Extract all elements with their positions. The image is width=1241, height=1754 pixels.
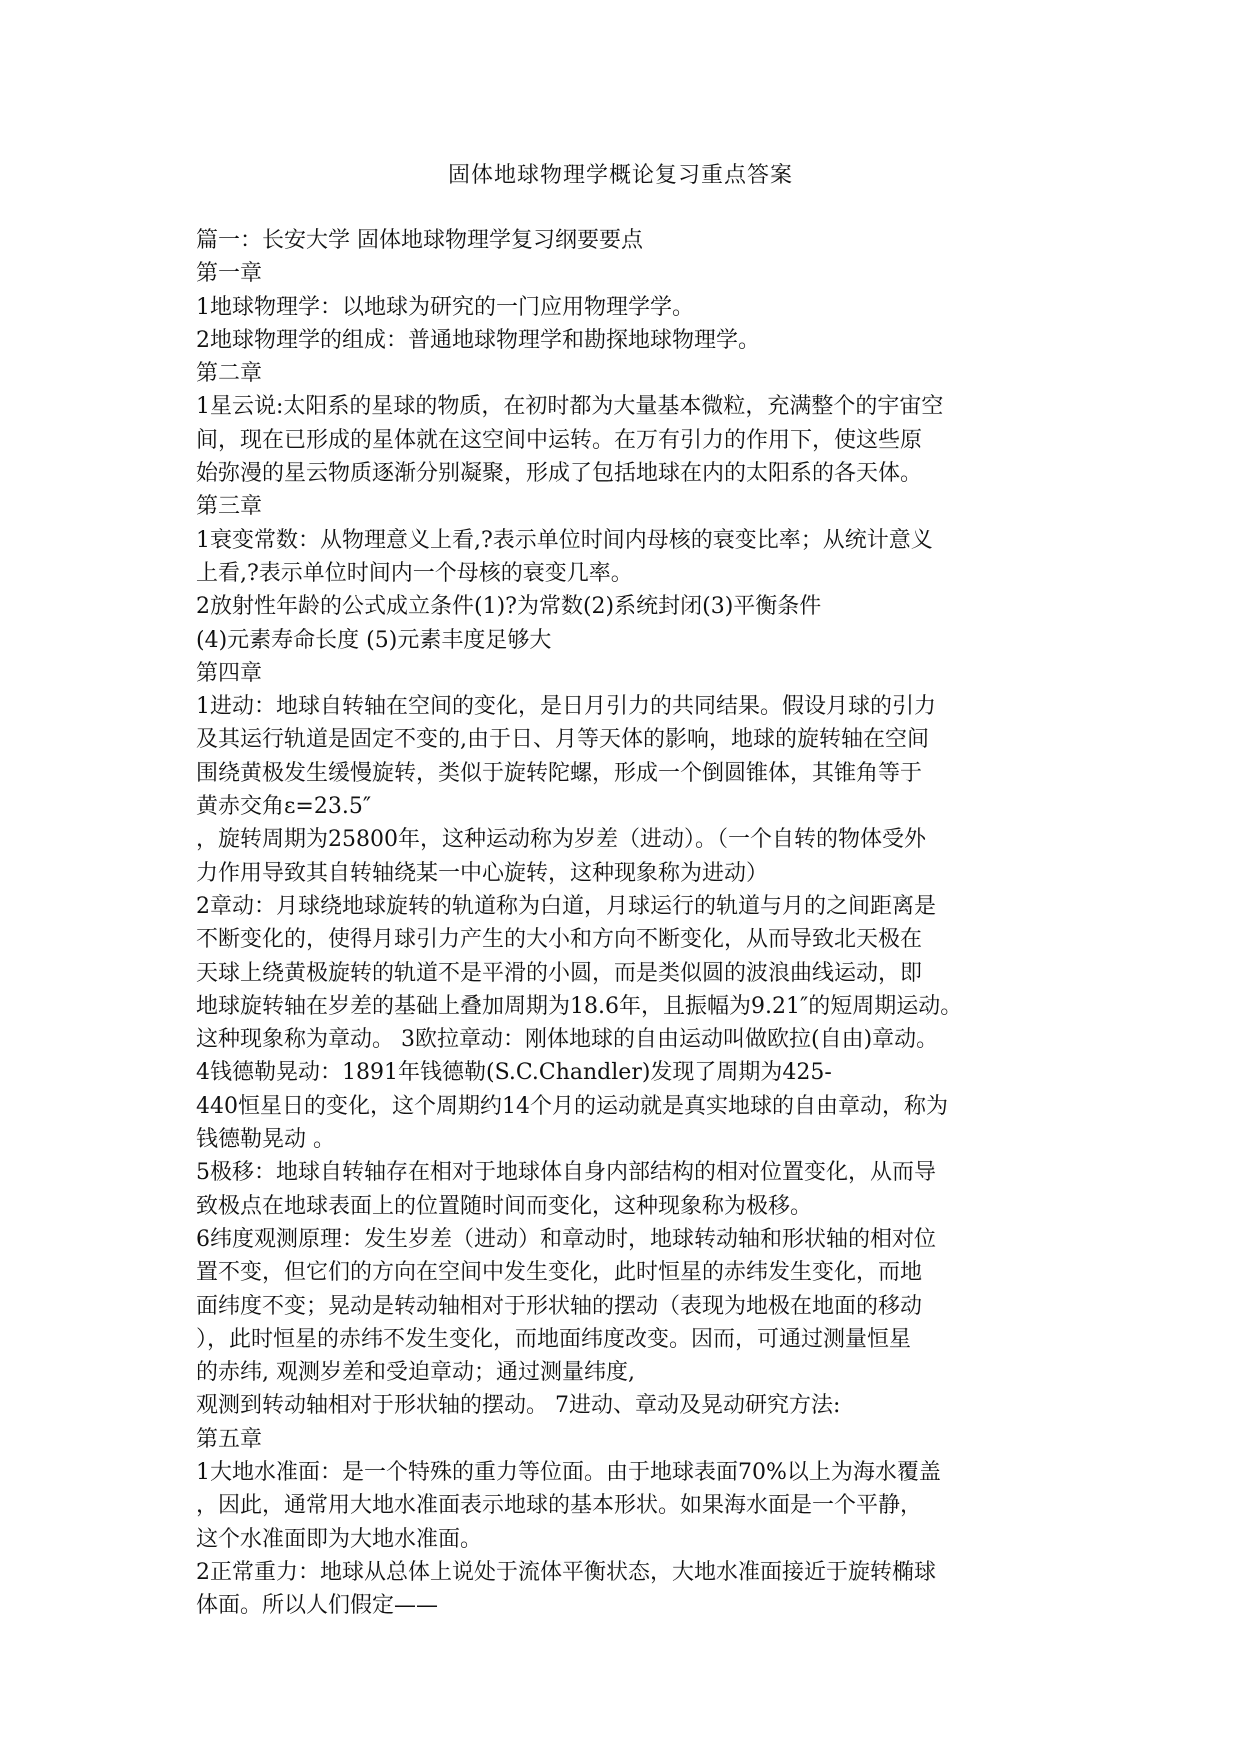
text-line: 黄赤交角ε=23.5″ (196, 794, 372, 820)
text-line: 1进动：地球自转轴在空间的变化，是日月引力的共同结果。假设月球的引力 (196, 694, 936, 720)
text-line: 第三章 (196, 494, 263, 520)
text-line: 钱德勒晃动 。 (196, 1127, 335, 1153)
text-line: 体面。所以人们假定—— (196, 1593, 439, 1619)
text-line: ，旋转周期为25800年，这种运动称为岁差（进动）。（一个自转的物体受外 (196, 827, 926, 853)
text-line: 1衰变常数：从物理意义上看,?表示单位时间内母核的衰变比率；从统计意义 (196, 527, 933, 553)
text-line: 第一章 (196, 261, 263, 287)
text-line: 致极点在地球表面上的位置随时间而变化，这种现象称为极移。 (196, 1193, 813, 1219)
text-line: 置不变，但它们的方向在空间中发生变化，此时恒星的赤纬发生变化，而地 (196, 1260, 923, 1286)
text-line: 5极移：地球自转轴存在相对于地球体自身内部结构的相对位置变化，从而导 (196, 1160, 936, 1186)
text-line: 天球上绕黄极旋转的轨道不是平滑的小圆，而是类似圆的波浪曲线运动，即 (196, 960, 923, 986)
text-line: 1星云说:太阳系的星球的物质，在初时都为大量基本微粒，充满整个的宇宙空 (196, 394, 944, 420)
text-line: 1地球物理学：以地球为研究的一门应用物理学学。 (196, 294, 694, 320)
document-body (196, 224, 1056, 1622)
text-line: 第二章 (196, 361, 263, 387)
text-line: 上看,?表示单位时间内一个母核的衰变几率。 (196, 560, 633, 586)
text-line: 篇一：长安大学 固体地球物理学复习纲要要点 (196, 228, 643, 253)
text-line: 6纬度观测原理：发生岁差（进动）和章动时，地球转动轴和形状轴的相对位 (196, 1226, 936, 1252)
text-line: 440恒星日的变化，这个周期约14个月的运动就是真实地球的自由章动，称为 (196, 1093, 948, 1119)
text-line: 1大地水准面：是一个特殊的重力等位面。由于地球表面70%以上为海水覆盖 (196, 1459, 941, 1485)
document-title: 固体地球物理学概论复习重点答案 (447, 163, 793, 188)
text-line: 2地球物理学的组成：普通地球物理学和勘探地球物理学。 (196, 327, 760, 353)
text-line: ），此时恒星的赤纬不发生变化，而地面纬度改变。因而，可通过测量恒星 (196, 1326, 912, 1352)
text-line: 始弥漫的星云物质逐渐分别凝聚，形成了包括地球在内的太阳系的各天体。 (196, 461, 923, 487)
text-line: ，因此，通常用大地水准面表示地球的基本形状。如果海水面是一个平静， (196, 1493, 923, 1519)
text-line: 第五章 (196, 1426, 263, 1452)
text-line: 第四章 (196, 660, 263, 686)
text-line: 地球旋转轴在岁差的基础上叠加周期为18.6年，且振幅为9.21″的短周期运动。 (196, 993, 963, 1019)
text-line: 这个水准面即为大地水准面。 (196, 1526, 483, 1552)
text-line: 的赤纬, 观测岁差和受迫章动；通过测量纬度, (196, 1360, 635, 1386)
text-line: 2放射性年龄的公式成立条件(1)?为常数(2)系统封闭(3)平衡条件 (196, 594, 822, 620)
text-line: 围绕黄极发生缓慢旋转，类似于旋转陀螺，形成一个倒圆锥体，其锥角等于 (196, 760, 923, 786)
text-line: 4钱德勒晃动：1891年钱德勒(S.C.Chandler)发现了周期为425- (196, 1060, 832, 1086)
text-line: 2章动：月球绕地球旋转的轨道称为白道，月球运行的轨道与月的之间距离是 (196, 893, 936, 919)
text-line: 间，现在已形成的星体就在这空间中运转。在万有引力的作用下，使这些原 (196, 427, 923, 453)
text-line: 这种现象称为章动。 3欧拉章动：刚体地球的自由运动叫做欧拉(自由)章动。 (196, 1027, 939, 1053)
text-line: 面纬度不变；晃动是转动轴相对于形状轴的摆动（表现为地极在地面的移动 (196, 1293, 923, 1319)
text-line: 及其运行轨道是固定不变的,由于日、月等天体的影响，地球的旋转轴在空间 (196, 727, 929, 753)
text-line: 2正常重力：地球从总体上说处于流体平衡状态，大地水准面接近于旋转椭球 (196, 1559, 936, 1585)
text-line: (4)元素寿命长度 (5)元素丰度足够大 (196, 627, 552, 653)
text-line: 不断变化的，使得月球引力产生的大小和方向不断变化，从而导致北天极在 (196, 927, 923, 953)
text-line: 力作用导致其自转轴绕某一中心旋转，这种现象称为进动） (196, 860, 769, 886)
text-line: 观测到转动轴相对于形状轴的摆动。 7进动、章动及晃动研究方法: (196, 1393, 841, 1419)
